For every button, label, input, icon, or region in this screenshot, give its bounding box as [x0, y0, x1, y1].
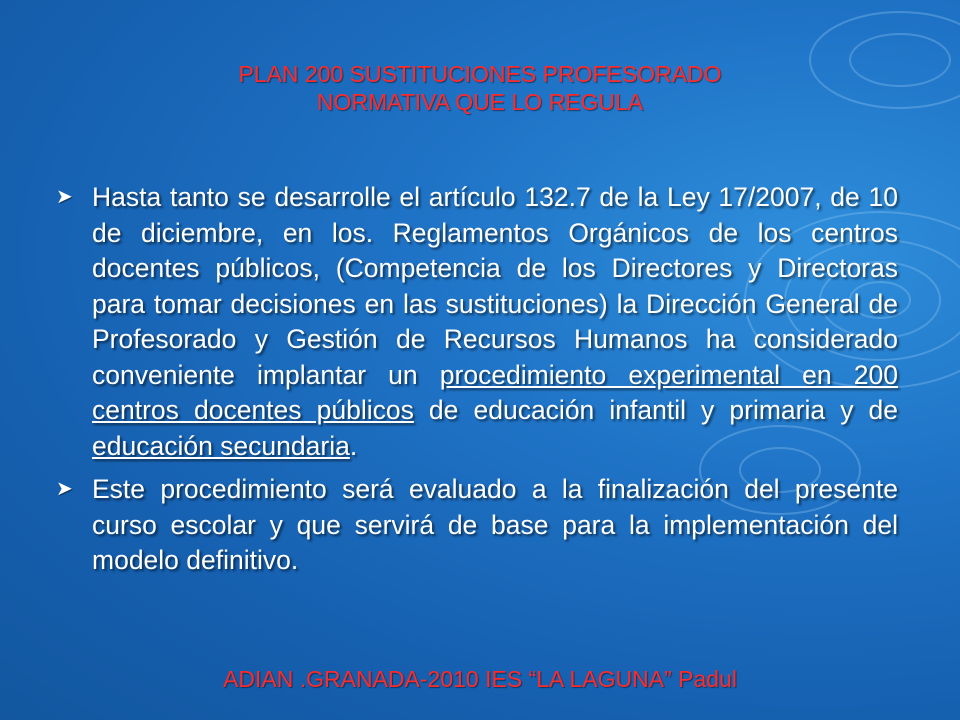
bullet-1-text-middle: de educación infantil y primaria y de [413, 395, 898, 425]
arrow-bullet-icon: ➤ [56, 478, 73, 500]
bullet-1-underlined-procedure: procedimiento experimental en 200 centros docentes públicos [92, 359, 898, 425]
bullet-1-underlined-secondary: educación secundaria [92, 430, 350, 461]
bullet-1-text-before: Hasta tanto se desarrolle el artículo 132.7 de la Ley 17/2007, de 10 de diciembre, en los. Reglamentos Orgánicos de los centros docentes públicos, (Competencia de los Directores y Directoras para tomar decisiones en las sustituciones) la Dirección General de Profesorado y Gestión de Recursos Humanos ha considerado conveniente implantar un [92, 182, 898, 390]
arrow-bullet-icon: ➤ [56, 186, 73, 208]
slide-content [56, 180, 898, 587]
title-line-2: NORMATIVA QUE LO REGULA [316, 89, 644, 115]
bullet-item-2 [56, 472, 898, 579]
bullet-text-1 [92, 180, 898, 464]
title-line-1: PLAN 200 SUSTITUCIONES PROFESORADO [238, 61, 722, 87]
bullet-1-text-after: . [349, 430, 358, 461]
bullet-text-2: Este procedimiento será evaluado a la finalización del presente curso escolar y que servirá de base para la implementación del modelo definitivo. [92, 474, 898, 575]
slide-footer: ADIAN .GRANADA-2010 IES “LA LAGUNA” Padul [223, 666, 737, 692]
slide-title [0, 60, 960, 116]
bullet-item-1 [56, 180, 898, 464]
